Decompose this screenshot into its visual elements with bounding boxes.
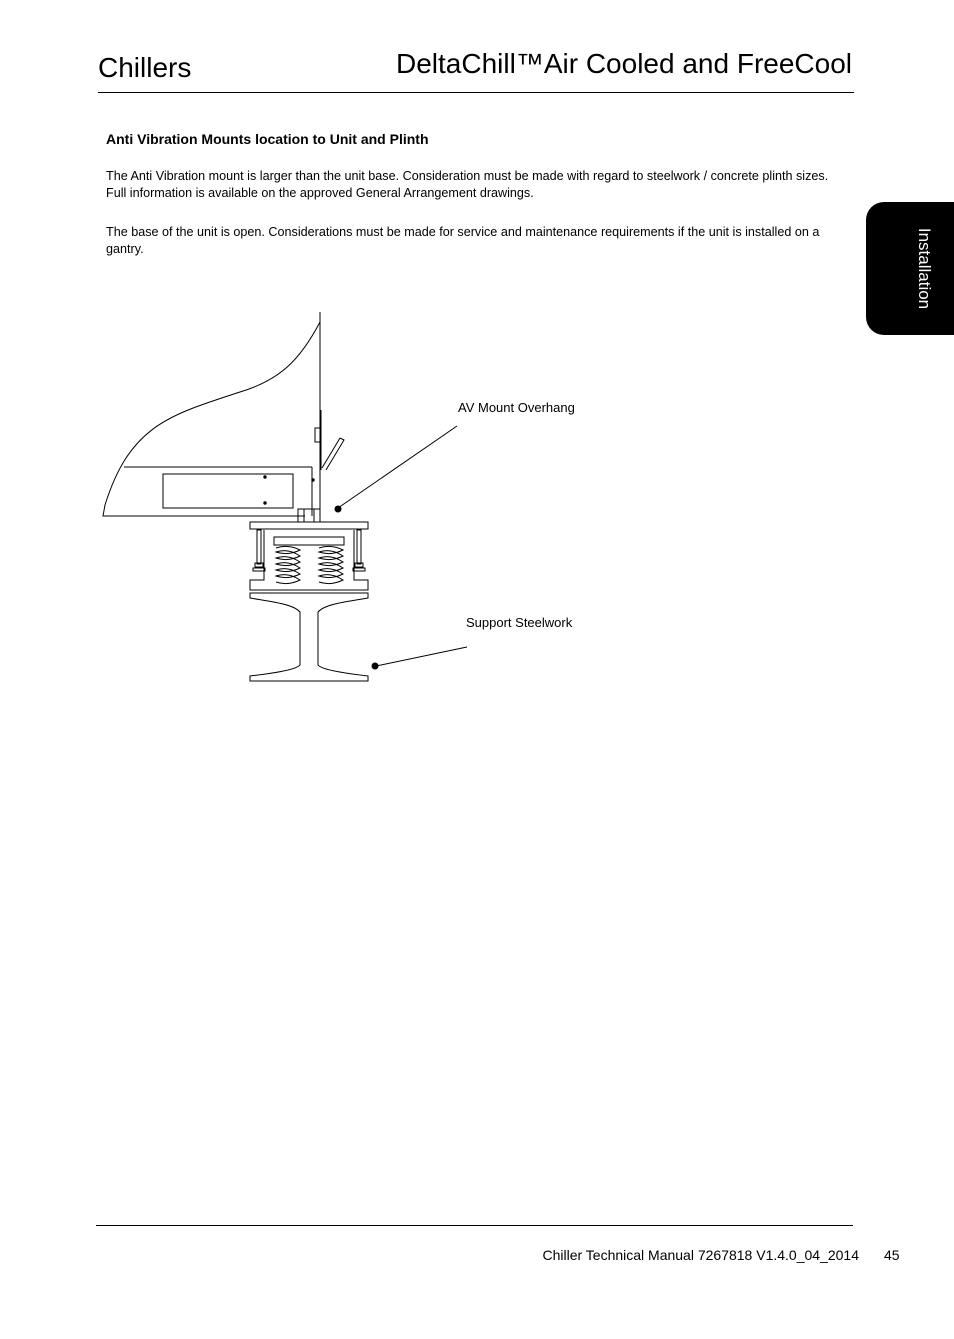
unit-curve — [103, 322, 320, 516]
header-section-title: Chillers — [98, 52, 192, 83]
leader-dot — [372, 663, 379, 670]
callout-av-mount-overhang: AV Mount Overhang — [458, 400, 575, 415]
section-heading: Anti Vibration Mounts location to Unit and Plinth — [106, 131, 429, 147]
side-tab — [866, 202, 954, 335]
support-beam — [250, 593, 368, 681]
header-rule — [98, 92, 854, 93]
side-tab-label: Installation — [915, 227, 934, 310]
spring-left — [276, 546, 300, 583]
paragraph: The base of the unit is open. Considerations must be made for service and maintenance requirements if the unit is installed on a gantry. — [106, 225, 820, 256]
paragraph: The Anti Vibration mount is larger than the unit base. Consideration must be made with regard to steelwork / concrete plinth sizes. Full information is available on the approved General Arrangement drawings. — [106, 169, 829, 200]
leader-support — [376, 647, 467, 666]
footer-rule — [96, 1225, 853, 1226]
bolt-right — [353, 530, 365, 571]
spring-right — [319, 546, 343, 583]
callout-support-steelwork: Support Steelwork — [466, 615, 573, 630]
page-number: 45 — [884, 1247, 900, 1263]
bolt-left — [253, 530, 265, 571]
unit-frame-panel — [163, 474, 293, 508]
av-mount-diagram — [96, 305, 516, 695]
leader-dot — [335, 506, 342, 513]
header-document-title: DeltaChill™Air Cooled and FreeCool — [396, 48, 852, 79]
leader-av-mount — [338, 426, 457, 508]
footer-manual-reference: Chiller Technical Manual 7267818 V1.4.0_04_2014 — [542, 1247, 859, 1263]
mount-housing — [250, 530, 368, 590]
mount-top-plate — [250, 522, 368, 529]
